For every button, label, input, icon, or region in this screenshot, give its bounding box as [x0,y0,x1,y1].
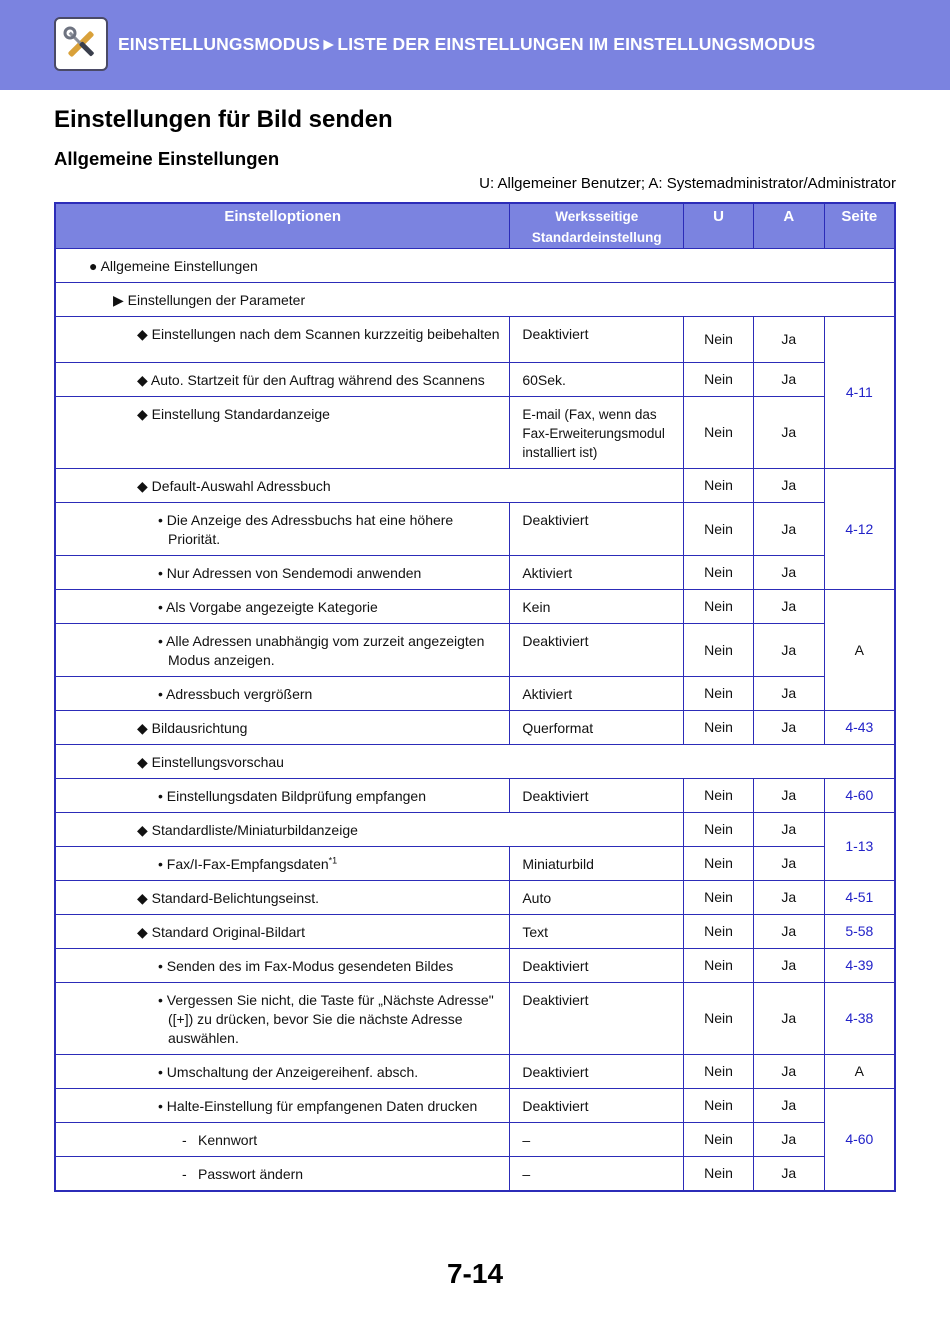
admin-access: Ja [753,1157,824,1192]
option-cell [55,317,510,363]
user-access: Nein [684,677,754,711]
table-row [55,469,895,503]
option-label: Einstellungsvorschau [151,754,284,770]
default-value: Deaktiviert [510,1055,684,1089]
option-cell [55,1089,510,1123]
col-header-options: Einstelloptionen [55,203,510,249]
option-cell [55,469,684,503]
option-cell [55,949,510,983]
admin-access: Ja [753,317,824,363]
diamond-bullet-icon: ◆ [137,406,148,422]
admin-access: Ja [753,1055,824,1089]
option-label: Standardliste/Miniaturbildanzeige [151,822,358,838]
option-cell [55,813,684,847]
admin-access: Ja [753,779,824,813]
user-access: Nein [684,983,754,1055]
option-label: Alle Adressen unabhängig vom zurzeit angezeigten Modus anzeigen. [166,633,485,668]
table-row [55,363,895,397]
option-cell [55,881,510,915]
admin-access: Ja [753,677,824,711]
dot-bullet-icon: • [158,512,163,528]
option-cell [55,745,895,779]
table-row [55,711,895,745]
option-label: Senden des im Fax-Modus gesendeten Bildes [166,958,454,974]
option-cell [55,677,510,711]
option-label: Als Vorgabe angezeigte Kategorie [166,599,378,615]
chapter-header [0,0,950,90]
page-reference[interactable]: 4-51 [824,881,895,915]
admin-access: Ja [753,1123,824,1157]
dot-bullet-icon: • [158,633,163,649]
default-value: Deaktiviert [510,779,684,813]
dot-bullet-icon: • [158,686,163,702]
admin-access: Ja [753,711,824,745]
diamond-bullet-icon: ◆ [137,754,148,770]
page-number: 7-14 [446,1258,504,1289]
default-value: Querformat [510,711,684,745]
option-cell [55,711,510,745]
col-header-admin: A [753,203,824,249]
page-reference[interactable]: 4-60 [824,779,895,813]
diamond-bullet-icon: ◆ [137,924,148,940]
table-row [55,397,895,469]
table-row [55,983,895,1055]
default-value: E-mail (Fax, wenn das Fax-Erweiterungsmodul installiert ist) [510,397,684,469]
option-cell [55,915,510,949]
admin-access: Ja [753,847,824,881]
col-header-default: Werksseitige Standardeinstellung [510,203,684,249]
page-reference: A [824,590,895,711]
page-reference[interactable]: 4-38 [824,983,895,1055]
user-access: Nein [684,1123,754,1157]
admin-access: Ja [753,881,824,915]
default-value: Miniaturbild [510,847,684,881]
option-label: Default-Auswahl Adressbuch [151,478,331,494]
dot-bullet-icon: • [158,992,163,1008]
footnote-marker: *1 [328,855,338,866]
page-reference[interactable]: 4-39 [824,949,895,983]
dot-bullet-icon: • [158,958,163,974]
user-access: Nein [684,1157,754,1192]
option-label: Kennwort [198,1132,258,1148]
option-label: Fax/I-Fax-Empfangsdaten [166,856,329,872]
role-legend: U: Allgemeiner Benutzer; A: Systemadministrator/Administrator [479,175,896,192]
option-label: Bildausrichtung [151,720,248,736]
option-cell [55,556,510,590]
col-header-page: Seite [824,203,895,249]
table-row [55,624,895,677]
col-header-user: U [684,203,754,249]
option-cell [55,1055,510,1089]
diamond-bullet-icon: ◆ [137,326,148,342]
admin-access: Ja [753,363,824,397]
section-title: Allgemeine Einstellungen [54,148,280,169]
default-value: 60Sek. [510,363,684,397]
option-label: Einstellungen der Parameter [127,292,306,308]
table-row [55,317,895,363]
admin-access: Ja [753,949,824,983]
table-row [55,590,895,624]
table-row [55,1123,895,1157]
admin-access: Ja [753,813,824,847]
default-value: Text [510,915,684,949]
admin-access: Ja [753,469,824,503]
default-value: Kein [510,590,684,624]
diamond-bullet-icon: ◆ [137,372,148,388]
user-access: Nein [684,397,754,469]
admin-access: Ja [753,503,824,556]
admin-access: Ja [753,590,824,624]
table-row [55,1089,895,1123]
page-reference: A [824,1055,895,1089]
page-reference[interactable]: 5-58 [824,915,895,949]
dash-bullet-icon: - [182,1132,187,1148]
option-label: Vergessen Sie nicht, die Taste für „Nächste Adresse" ([+]) zu drücken, bevor Sie die nächste Adresse auswählen. [166,992,494,1046]
option-cell [55,847,510,881]
option-cell [55,1157,510,1192]
user-access: Nein [684,1089,754,1123]
admin-access: Ja [753,397,824,469]
option-label: Einstellung Standardanzeige [151,406,330,422]
option-label: Passwort ändern [198,1166,304,1182]
option-label: Adressbuch vergrößern [166,686,313,702]
option-cell [55,397,510,469]
dash-bullet-icon: - [182,1166,187,1182]
option-cell [55,363,510,397]
table-row [55,283,895,317]
default-value: Aktiviert [510,677,684,711]
circle-bullet-icon: ● [89,258,98,274]
option-label: Nur Adressen von Sendemodi anwenden [166,565,422,581]
option-label: Allgemeine Einstellungen [100,258,258,274]
default-value: – [510,1123,684,1157]
user-access: Nein [684,624,754,677]
header-icon-frame [54,17,108,71]
user-access: Nein [684,915,754,949]
tools-icon [62,25,100,63]
settings-table [54,202,896,1192]
default-value: Aktiviert [510,556,684,590]
user-access: Nein [684,847,754,881]
option-label: Einstellungsdaten Bildprüfung empfangen [166,788,426,804]
user-access: Nein [684,363,754,397]
table-row [55,1157,895,1192]
dot-bullet-icon: • [158,788,163,804]
option-cell [55,983,510,1055]
default-value: Auto [510,881,684,915]
page-reference[interactable]: 4-60 [824,1089,895,1192]
option-label: Standard-Belichtungseinst. [151,890,319,906]
user-access: Nein [684,317,754,363]
user-access: Nein [684,469,754,503]
default-value: Deaktiviert [510,624,684,677]
admin-access: Ja [753,983,824,1055]
admin-access: Ja [753,1089,824,1123]
table-row [55,881,895,915]
option-cell [55,503,510,556]
user-access: Nein [684,711,754,745]
user-access: Nein [684,1055,754,1089]
default-value: – [510,1157,684,1192]
dot-bullet-icon: • [158,1098,163,1114]
table-row [55,847,895,881]
table-row [55,745,895,779]
admin-access: Ja [753,915,824,949]
table-row [55,1055,895,1089]
default-value: Deaktiviert [510,983,684,1055]
option-label: Die Anzeige des Adressbuchs hat eine höhere Priorität. [166,512,454,547]
diamond-bullet-icon: ◆ [137,478,148,494]
page-reference[interactable]: 4-11 [824,317,895,469]
user-access: Nein [684,590,754,624]
option-label: Auto. Startzeit für den Auftrag während des Scannens [150,372,485,388]
table-row [55,249,895,283]
admin-access: Ja [753,556,824,590]
default-value: Deaktiviert [510,503,684,556]
option-cell [55,249,895,283]
table-row [55,677,895,711]
triangle-bullet-icon: ▶ [113,292,124,308]
option-cell [55,624,510,677]
user-access: Nein [684,779,754,813]
table-row [55,503,895,556]
table-row [55,915,895,949]
dot-bullet-icon: • [158,565,163,581]
table-row [55,813,895,847]
option-cell [55,590,510,624]
user-access: Nein [684,503,754,556]
option-cell [55,779,510,813]
option-cell [55,1123,510,1157]
option-label: Standard Original-Bildart [151,924,305,940]
default-value: Deaktiviert [510,949,684,983]
option-label: Halte-Einstellung für empfangenen Daten drucken [166,1098,478,1114]
page-title: Einstellungen für Bild senden [54,106,393,133]
page-reference[interactable]: 4-43 [824,711,895,745]
dot-bullet-icon: • [158,1064,163,1080]
default-value: Deaktiviert [510,317,684,363]
page-reference[interactable]: 1-13 [824,813,895,881]
option-label: Einstellungen nach dem Scannen kurzzeitig beibehalten [151,326,500,342]
default-value: Deaktiviert [510,1089,684,1123]
diamond-bullet-icon: ◆ [137,720,148,736]
option-cell [55,283,895,317]
table-header-row [55,203,895,249]
admin-access: Ja [753,624,824,677]
diamond-bullet-icon: ◆ [137,890,148,906]
table-row [55,556,895,590]
user-access: Nein [684,949,754,983]
table-row [55,949,895,983]
dot-bullet-icon: • [158,599,163,615]
page-reference[interactable]: 4-12 [824,469,895,590]
dot-bullet-icon: • [158,856,163,872]
user-access: Nein [684,556,754,590]
user-access: Nein [684,881,754,915]
option-label: Umschaltung der Anzeigereihenf. absch. [166,1064,419,1080]
chapter-title: EINSTELLUNGSMODUS►LISTE DER EINSTELLUNGEN IM EINSTELLUNGSMODUS [118,34,816,54]
diamond-bullet-icon: ◆ [137,822,148,838]
table-row [55,779,895,813]
user-access: Nein [684,813,754,847]
